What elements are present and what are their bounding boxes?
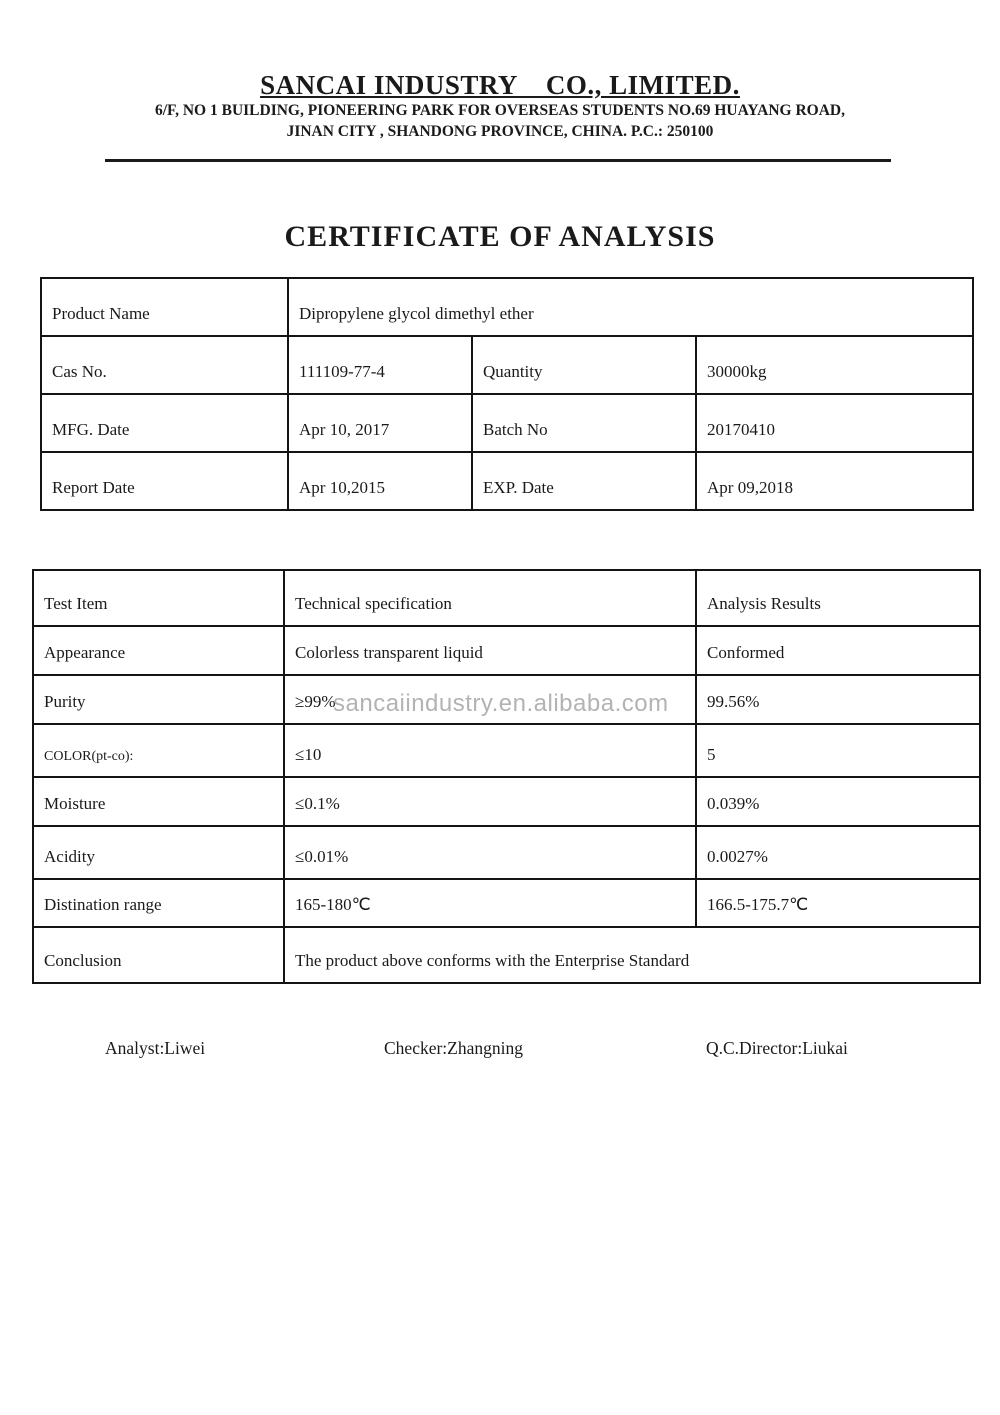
exp-date-label: EXP. Date <box>472 452 696 510</box>
signature-row <box>0 1038 1000 1062</box>
table-row <box>41 278 973 336</box>
color-label: COLOR(pt-co): <box>33 724 284 777</box>
company-address-line2: JINAN CITY , SHANDONG PROVINCE, CHINA. P.C.: 250100 <box>286 122 714 140</box>
purity-label: Purity <box>33 675 284 724</box>
report-date-value: Apr 10,2015 <box>288 452 472 510</box>
exp-date-value: Apr 09,2018 <box>696 452 973 510</box>
conclusion-label: Conclusion <box>33 927 284 983</box>
analysis-results-table <box>32 569 981 984</box>
product-name-label: Product Name <box>41 278 288 336</box>
appearance-label: Appearance <box>33 626 284 675</box>
mfg-date-label: MFG. Date <box>41 394 288 452</box>
acidity-result: 0.0027% <box>696 826 980 879</box>
document-title: CERTIFICATE OF ANALYSIS <box>284 219 716 253</box>
batch-no-label: Batch No <box>472 394 696 452</box>
table-row <box>33 626 980 675</box>
qc-director-signature: Q.C.Director:Liukai <box>706 1037 848 1058</box>
quantity-label: Quantity <box>472 336 696 394</box>
distillation-range-spec: 165-180℃ <box>284 879 696 927</box>
mfg-date-value: Apr 10, 2017 <box>288 394 472 452</box>
conclusion-value: The product above conforms with the Enterprise Standard <box>284 927 980 983</box>
moisture-spec: ≤0.1% <box>284 777 696 826</box>
purity-result: 99.56% <box>696 675 980 724</box>
alibaba-watermark: sancaiindustry.en.alibaba.com <box>333 690 669 717</box>
table-row <box>33 777 980 826</box>
color-spec: ≤10 <box>284 724 696 777</box>
header-analysis-results: Analysis Results <box>696 570 980 626</box>
acidity-spec: ≤0.01% <box>284 826 696 879</box>
distillation-range-result: 166.5-175.7℃ <box>696 879 980 927</box>
header-divider <box>105 159 891 162</box>
acidity-label: Acidity <box>33 826 284 879</box>
batch-no-value: 20170410 <box>696 394 973 452</box>
appearance-result: Conformed <box>696 626 980 675</box>
table-row <box>33 879 980 927</box>
table-row <box>41 394 973 452</box>
letterhead <box>0 0 1000 143</box>
product-name-value: Dipropylene glycol dimethyl ether <box>288 278 973 336</box>
distillation-range-label: Distination range <box>33 879 284 927</box>
header-technical-specification: Technical specification <box>284 570 696 626</box>
moisture-result: 0.039% <box>696 777 980 826</box>
cas-no-value: 111109-77-4 <box>288 336 472 394</box>
appearance-spec: Colorless transparent liquid <box>284 626 696 675</box>
table-row <box>41 336 973 394</box>
checker-signature: Checker:Zhangning <box>384 1037 523 1058</box>
product-info-table <box>40 277 974 511</box>
analyst-signature: Analyst:Liwei <box>105 1037 206 1058</box>
table-row <box>33 675 980 724</box>
report-date-label: Report Date <box>41 452 288 510</box>
table-header-row <box>33 570 980 626</box>
moisture-label: Moisture <box>33 777 284 826</box>
quantity-value: 30000kg <box>696 336 973 394</box>
color-result: 5 <box>696 724 980 777</box>
table-row <box>33 724 980 777</box>
table-row <box>41 452 973 510</box>
header-test-item: Test Item <box>33 570 284 626</box>
company-address-line1: 6/F, NO 1 BUILDING, PIONEERING PARK FOR OVERSEAS STUDENTS NO.69 HUAYANG ROAD, <box>155 102 845 119</box>
table-row <box>33 826 980 879</box>
company-name: SANCAI INDUSTRY CO., LIMITED. <box>260 70 740 100</box>
purity-spec: ≥99% <box>284 675 696 724</box>
table-row <box>33 927 980 983</box>
cas-no-label: Cas No. <box>41 336 288 394</box>
